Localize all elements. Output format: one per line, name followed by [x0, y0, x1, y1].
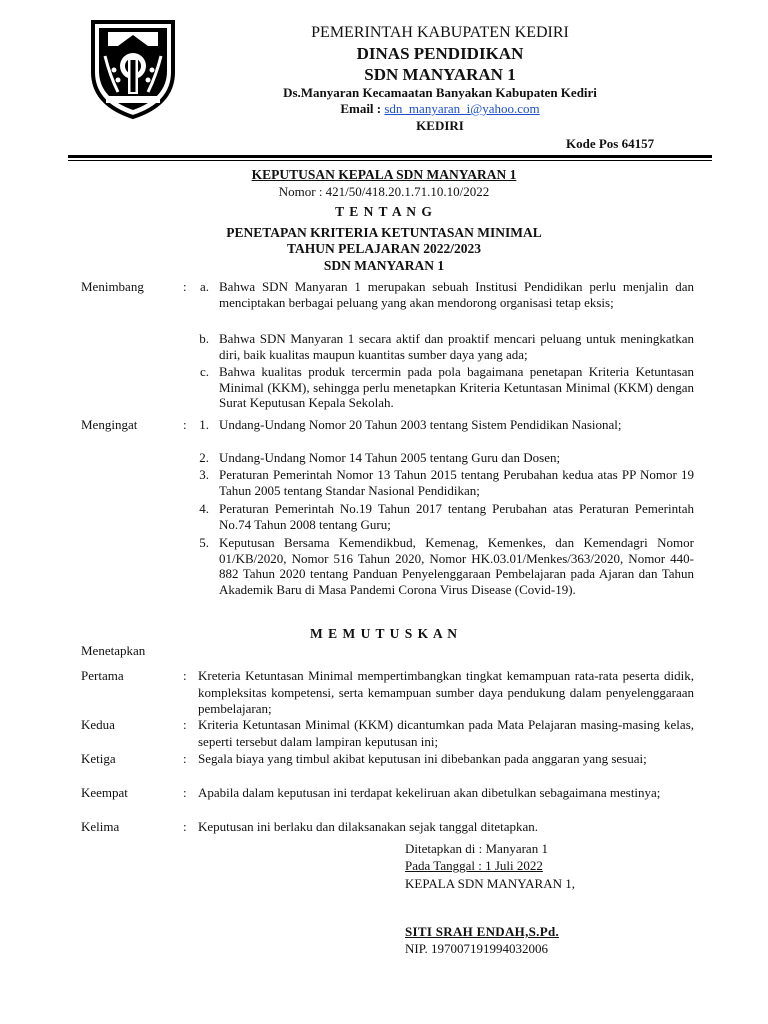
decree-subject-line-1: PENETAPAN KRITERIA KETUNTASAN MINIMAL [226, 225, 542, 240]
mengingat-item-text: Undang-Undang Nomor 14 Tahun 2005 tentang Guru dan Dosen; [219, 450, 561, 465]
mengingat-item-text: Peraturan Pemerintah Nomor 13 Tahun 2015 tentang Perubahan kedua atas PP Nomor 19 Tahun 2005 tentang Standar Nasional Pendidikan; [219, 467, 694, 498]
diktum-colon: : [183, 668, 187, 683]
menimbang-item-text: Bahwa SDN Manyaran 1 secara aktif dan proaktif mencari peluang untuk meningkatkan diri, baik kualitas maupun kuantitas sumber daya yang ada; [219, 331, 694, 362]
diktum-text: Kreteria Ketuntasan Minimal mempertimbangkan tingkat kemampuan rata-rata peserta didik, kompleksitas kompetensi, serta kemampuan sumber daya pendukung dalam penyelenggaraan pembelajaran; [198, 668, 694, 716]
mengingat-item-text: Undang-Undang Nomor 20 Tahun 2003 tentang Sistem Pendidikan Nasional; [219, 417, 622, 432]
menimbang-item-text: Bahwa SDN Manyaran 1 merupakan sebuah Institusi Pendidikan perlu menjalin dan menciptakan berbagai peluang yang akan mendorong organisasi tetap eksis; [219, 279, 694, 310]
menimbang-item-num: b. [199, 331, 209, 346]
diktum-colon: : [183, 819, 187, 834]
signature-position: KEPALA SDN MANYARAN 1, [405, 876, 575, 891]
menimbang-item-num: c. [199, 364, 209, 379]
diktum-label: Keempat [81, 785, 128, 800]
header-address: Ds.Manyaran Kecamaatan Banyakan Kabupaten Kediri [283, 85, 597, 100]
menetapkan-label: Menetapkan [81, 643, 146, 658]
diktum-text: Segala biaya yang timbul akibat keputusan ini dibebankan pada anggaran yang sesuai; [198, 751, 647, 766]
header-email-line [220, 101, 660, 117]
mengingat-item-num: 2. [199, 450, 209, 465]
diktum-label: Kelima [81, 819, 120, 834]
diktum-colon: : [183, 785, 187, 800]
menimbang-label: Menimbang [81, 279, 144, 294]
menimbang-item-text: Bahwa kualitas produk tercermin pada pola bagaimana penetapan Kriteria Ketuntasan Minimal (KKM), sehingga perlu menetapkan Kriteria Ketuntasan Minimal (KKM) dengan Surat Keputusan Kepala Sekolah. [219, 364, 694, 410]
mengingat-label: Mengingat [81, 417, 138, 432]
signature-date: Pada Tanggal : 1 Juli 2022 [405, 858, 543, 873]
header-line-school: SDN MANYARAN 1 [364, 65, 516, 84]
memutuskan-heading: M E M U T U S K A N [310, 626, 458, 641]
signatory-nip: NIP. 197007191994032006 [405, 941, 549, 956]
header-postal-code: Kode Pos 64157 [566, 136, 655, 151]
diktum-text: Apabila dalam keputusan ini terdapat kekeliruan akan dibetulkan sebagaimana mestinya; [198, 785, 661, 800]
mengingat-colon: : [183, 417, 187, 432]
diktum-colon: : [183, 751, 187, 766]
menimbang-colon: : [183, 279, 187, 294]
header-line-government: PEMERINTAH KABUPATEN KEDIRI [311, 24, 569, 41]
mengingat-item-num: 5. [199, 535, 209, 550]
email-link[interactable]: sdn_manyaran_i@yahoo.com [384, 101, 540, 116]
mengingat-item-num: 4. [199, 501, 209, 516]
diktum-text: Kriteria Ketuntasan Minimal (KKM) dicantumkan pada Mata Pelajaran masing-masing kelas, seperti tersebut dalam lampiran keputusan ini; [198, 717, 694, 749]
mengingat-item-num: 1. [199, 417, 209, 432]
header-divider-thick [68, 155, 712, 158]
menimbang-item-num: a. [199, 279, 209, 294]
diktum-colon: : [183, 717, 187, 732]
header-city: KEDIRI [416, 118, 464, 133]
mengingat-item-num: 3. [199, 467, 209, 482]
email-label: Email : [340, 101, 385, 116]
kediri-coat-of-arms-logo [88, 16, 178, 120]
diktum-label: Kedua [81, 717, 115, 732]
mengingat-item-text: Peraturan Pemerintah No.19 Tahun 2017 tentang Perubahan atas Peraturan Pemerintah No.74 Tahun 2008 tentang Guru; [219, 501, 694, 532]
signatory-name: SITI SRAH ENDAH,S.Pd. [405, 924, 560, 939]
signature-place: Ditetapkan di : Manyaran 1 [405, 841, 548, 856]
decree-number: Nomor : 421/50/418.20.1.71.10.10/2022 [278, 184, 490, 199]
diktum-label: Ketiga [81, 751, 116, 766]
decree-title: KEPUTUSAN KEPALA SDN MANYARAN 1 [251, 167, 517, 182]
decree-subject-line-3: SDN MANYARAN 1 [323, 258, 445, 273]
decree-subject-line-2: TAHUN PELAJARAN 2022/2023 [286, 241, 481, 256]
header-line-agency: DINAS PENDIDIKAN [356, 44, 524, 63]
tentang-heading: T E N T A N G [335, 204, 433, 219]
header-divider-thin [68, 160, 712, 161]
mengingat-item-text: Keputusan Bersama Kemendikbud, Kemenag, Kemenkes, dan Kemendagri Nomor 01/KB/2020, Nomor 516 Tahun 2020, Nomor HK.03.01/Menkes/363/2020, Nomor 440-882 Tahun 2020 tentang Panduan Penyelenggaraan Pembelajaran pada Ajaran dan Tahun Akademik Baru di Masa Pandemi Corona Virus Disease (Covid-19). [219, 535, 694, 597]
diktum-label: Pertama [81, 668, 124, 683]
diktum-text: Keputusan ini berlaku dan dilaksanakan sejak tanggal ditetapkan. [198, 819, 539, 834]
